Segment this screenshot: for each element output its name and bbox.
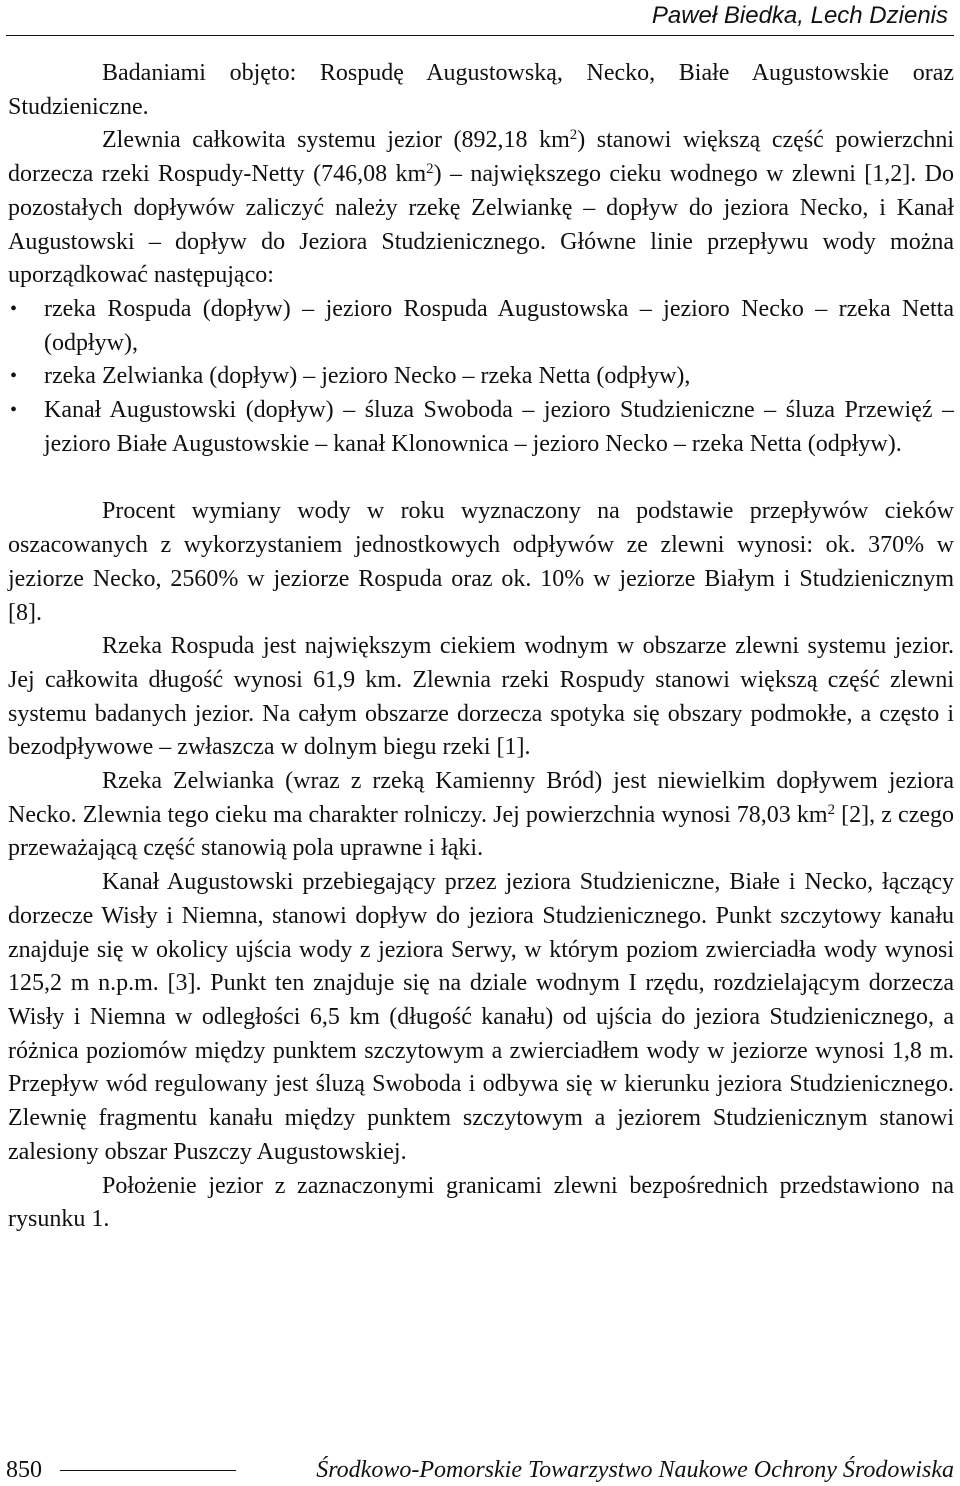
paragraph-text: Rzeka Rospuda jest największym ciekiem wodnym w obszarze zlewni systemu jezior. Jej całkowita długość wynosi 61,9 km. Zlewnia rzeki Rospudy stanowi większą część zlewni systemu badanych jezior. Na całym obszarze dorzecza spotyka się obszary podmokłe, a często i bezodpływowe – zwłaszcza w dolnym biegu rzeki [1]. — [8, 633, 954, 761]
bullet-icon: • — [10, 365, 18, 388]
running-footer — [6, 1454, 954, 1486]
running-header — [6, 0, 954, 38]
paragraph-text-part: Rzeka Zelwianka (wraz z rzeką Kamienny Bród) jest niewielkim dopływem jeziora Necko. Zlewnia tego cieku ma charakter rolniczy. Jej powierzchnia wynosi 78,03 km — [8, 768, 954, 828]
superscript: 2 — [569, 127, 578, 144]
list-item-text: Kanał Augustowski (dopływ) – śluza Swoboda – jezioro Studzieniczne – śluza Przewięź – jezioro Białe Augustowskie – kanał Klonownica – jezioro Necko – rzeka Netta (odpływ). — [44, 397, 954, 457]
paragraph-text: Kanał Augustowski przebiegający przez jeziora Studzieniczne, Białe i Necko, łączący dorzecze Wisły i Niemna, stanowi dopływ do jeziora Studzienicznego. Punkt szczytowy kanału znajduje się w okolicy ujścia wody z jeziora Serwy, w którym poziom zwierciadła wody wynosi 125,2 m n.p.m. [3]. Punkt ten znajduje się na dziale wodnym I rzędu, rozdzielającym dorzecza Wisły i Niemna w odległości 6,5 km (długość kanału) od ujścia do jeziora Studzienicznego, a różnica poziomów między punktem szczytowym a zwierciadłem wody w jeziorze wynosi 1,8 m. Przepływ wód regulowany jest śluzą Swoboda i odbywa się w kierunku jeziora Studzienicznego. Zlewnię fragmentu kanału między punktem szczytowym a jeziorem Studzienicznym stanowi zalesiony obszar Puszczy Augustowskiej. — [8, 869, 954, 1165]
paragraph-catchment-area — [8, 124, 954, 293]
article-body — [8, 57, 954, 1237]
paragraph-text-part: Zlewnia całkowita systemu jezior (892,18 km — [102, 127, 570, 154]
page-number: 850 — [6, 1457, 42, 1483]
list-item — [8, 360, 954, 394]
paragraph-text-part: [2], z czego przeważającą część stanowią pola uprawne i łąki. — [8, 801, 955, 862]
list-item — [8, 293, 954, 360]
superscript: 2 — [827, 801, 836, 818]
header-authors: Paweł Biedka, Lech Dzienis — [651, 2, 948, 29]
paragraph-augustow-canal — [8, 866, 954, 1169]
list-item-text: rzeka Rospuda (dopływ) – jezioro Rospuda Augustowska – jezioro Necko – rzeka Netta (odpływ), — [44, 295, 954, 356]
flow-lines-list — [8, 293, 954, 462]
bullet-icon: • — [10, 399, 18, 422]
paragraph-figure-reference — [8, 1170, 954, 1237]
header-rule — [6, 35, 954, 36]
paragraph-zelwianka-river — [8, 765, 954, 866]
paragraph-rospuda-river — [8, 630, 954, 765]
paragraph-text: Badaniami objęto: Rospudę Augustowską, Necko, Białe Augustowskie oraz Studzieniczne. — [8, 60, 954, 120]
paragraph-water-exchange — [8, 495, 954, 630]
paragraph-studied-lakes — [8, 57, 954, 124]
footer-rule — [60, 1470, 236, 1471]
paragraph-text: Położenie jezior z zaznaczonymi granicami zlewni bezpośrednich przedstawiono na rysunku 1. — [8, 1172, 954, 1233]
list-item — [8, 394, 954, 461]
paragraph-text-part: ) – największego cieku wodnego w zlewni [1,2]. Do pozostałych dopływów zaliczyć należy rzekę Zelwiankę – dopływ do jeziora Necko, i Kanał Augustowski – dopływ do Jeziora Studzienicznego. Główne linie przepływu wody można uporządkować następująco: — [8, 161, 954, 289]
paragraph-text: Procent wymiany wody w roku wyznaczony na podstawie przepływów cieków oszacowanych z wykorzystaniem jednostkowych odpływów ze zlewni wynosi: ok. 370% w jeziorze Necko, 2560% w jeziorze Rospuda oraz ok. 10% w jeziorze Białym i Studzienicznym [8]. — [8, 498, 954, 626]
superscript: 2 — [426, 160, 434, 177]
footer-journal-name: Środkowo-Pomorskie Towarzystwo Naukowe Ochrony Środowiska — [316, 1457, 954, 1483]
bullet-icon: • — [10, 297, 18, 320]
paragraph-text-part: ) stanowi większą część powierzchni dorzecza rzeki Rospudy-Netty (746,08 km — [8, 127, 955, 188]
list-item-text: rzeka Zelwianka (dopływ) – jezioro Necko – rzeka Netta (odpływ), — [44, 363, 691, 390]
